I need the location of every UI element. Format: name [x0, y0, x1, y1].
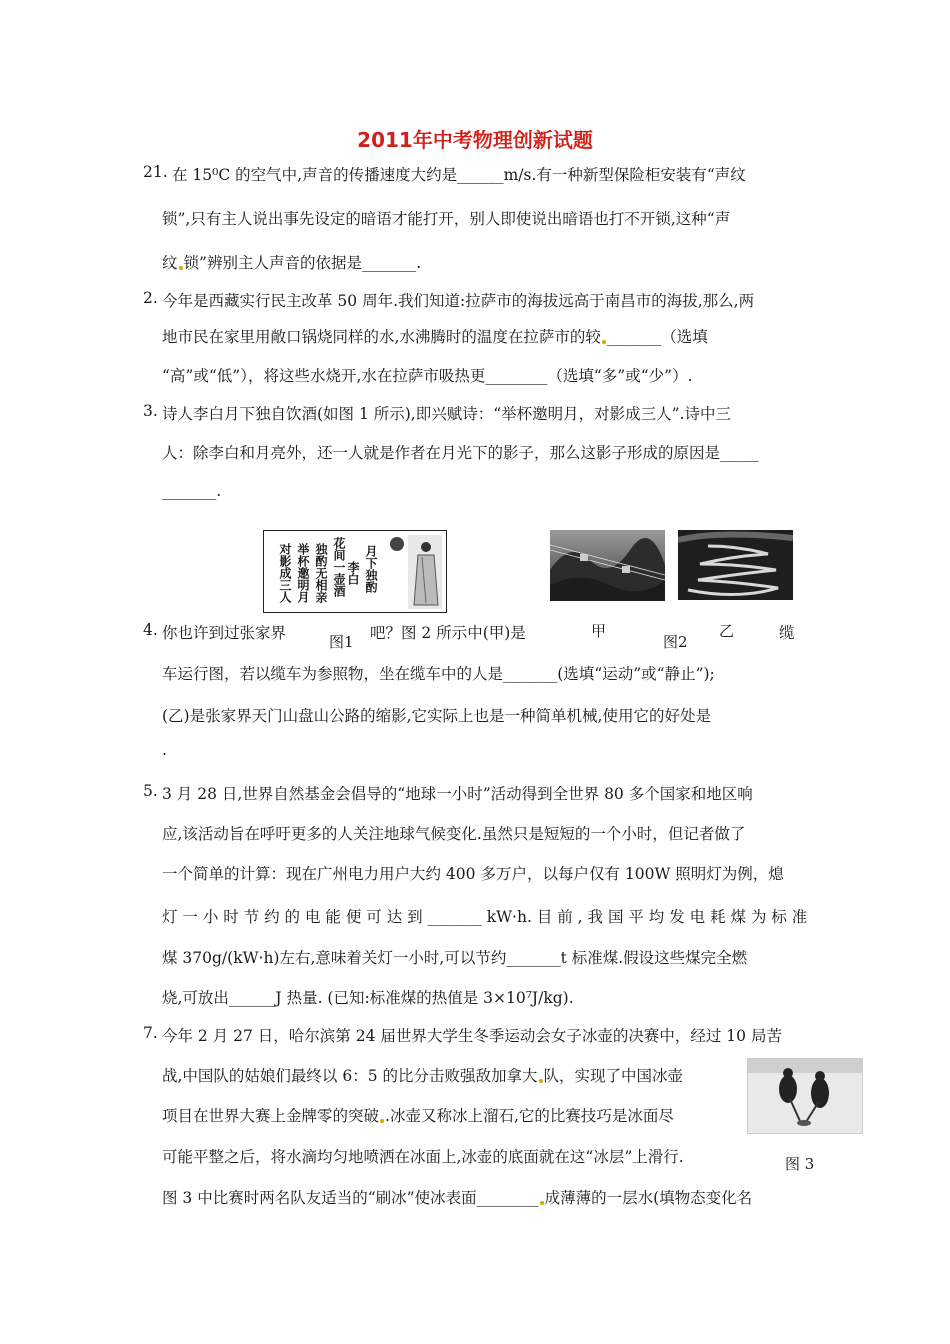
question-text-line: 烧,可放出______J 热量. (已知:标准煤的热值是 3×10⁷J/kg). [162, 989, 574, 1007]
question-text-line: 煤 370g/(kW·h)左右,意味着关灯一小时,可以节约_______t 标准煤.假设这些煤完全燃 [162, 949, 748, 967]
question-text-line: 吧？图 2 所示中(甲)是 [370, 624, 526, 642]
question-number: 4. [143, 621, 158, 639]
figure-1-caption: 图1 [329, 633, 354, 651]
poem-line: 举杯邀明月 [296, 543, 310, 603]
question-text-line: 缆 [779, 624, 795, 642]
figure-2-label-yi: 乙 [719, 622, 735, 640]
question-text-line: 战,中国队的姑娘们最终以 6：5 的比分击败强敌加拿大 队，实现了中国冰壶 [162, 1067, 684, 1085]
mark-dot [539, 1079, 543, 1083]
mark-dot [179, 266, 183, 270]
question-text-line: (乙)是张家界天门山盘山公路的缩影,它实际上也是一种简单机械,使用它的好处是 [162, 707, 711, 725]
figure-2-winding-road-image [678, 530, 793, 600]
poem-line: 对影成三人 [278, 543, 292, 603]
question-number: 3. [143, 402, 158, 420]
figure-3-caption: 图 3 [785, 1155, 815, 1173]
question-text-line: 3 月 28 日,世界自然基金会倡导的“地球一小时”活动得到全世界 80 多个国家和地区响 [162, 785, 753, 803]
mark-dot [540, 1201, 544, 1205]
question-text-line: 灯 一 小 时 节 约 的 电 能 便 可 达 到 _______ kW·h. 目 前 , 我 国 平 均 发 电 耗 煤 为 标 准 [162, 908, 808, 926]
mark-dot [602, 340, 606, 344]
question-text-line: 人：除李白和月亮外，还一人就是作者在月光下的影子，那么这影子形成的原因是_____ [162, 444, 759, 462]
poet-figure-icon [408, 535, 442, 609]
question-text-line: 一个简单的计算：现在广州电力用户大约 400 多万户，以每户仅有 100W 照明灯为例，熄 [162, 865, 784, 883]
question-text-line: 今年 2 月 27 日，哈尔滨第 24 届世界大学生冬季运动会女子冰壶的决赛中，经过 10 局苦 [162, 1027, 782, 1045]
question-text-line: 车运行图，若以缆车为参照物，坐在缆车中的人是_______(选填“运动”或“静止”); [162, 665, 715, 683]
question-text-line: _______. [162, 482, 222, 500]
question-text-line: 在 15⁰C 的空气中,声音的传播速度大约是______m/s.有一种新型保险柜安装有“声纹 [172, 166, 746, 184]
figure-1-poem-image [263, 530, 447, 613]
question-number: 21. [143, 163, 168, 181]
question-text-line: 锁”,只有主人说出事先设定的暗语才能打开，别人即使说出暗语也打不开锁,这种“声 [162, 210, 731, 228]
question-text-line: 可能平整之后，将水滴均匀地喷洒在冰面上,冰壶的底面就在这“冰层”上滑行. [162, 1148, 684, 1166]
question-number: 5. [143, 782, 158, 800]
question-text-line: 纹 锁”辨别主人声音的依据是_______. [162, 254, 422, 272]
poem-line: 独酌无相亲 [314, 543, 328, 603]
figure-3-curling-image [747, 1058, 863, 1134]
poem-line: 花间一壶酒 [332, 537, 346, 597]
question-text-line: 今年是西藏实行民主改革 50 周年.我们知道:拉萨市的海拔远高于南昌市的海拔,那么,两 [162, 292, 755, 310]
question-text-line: “高”或“低”），将这些水烧开,水在拉萨市吸热更________（选填“多”或“少”）. [162, 367, 693, 385]
question-text-line: . [162, 741, 167, 759]
question-text-line: 你也许到过张家界 [162, 624, 287, 642]
question-number: 7. [143, 1024, 158, 1042]
mark-dot [380, 1119, 384, 1123]
poem-title: 月下独酌 [364, 545, 378, 593]
figure-2-label-jia: 甲 [591, 622, 607, 640]
page-title: 2011年中考物理创新试题 [357, 128, 593, 152]
question-text-line: 地市民在家里用敞口锅烧同样的水,水沸腾时的温度在拉萨市的较 _______（选填 [162, 328, 708, 346]
figure-2-caption: 图2 [663, 633, 688, 651]
figure-2-cable-car-image [550, 530, 665, 601]
question-text-line: 项目在世界大赛上金牌零的突破 .冰壶又称冰上溜石,它的比赛技巧是冰面尽 [162, 1107, 674, 1125]
question-text-line: 图 3 中比赛时两名队友适当的“刷冰”使冰表面________ 成薄薄的一层水(填物态变化名 [162, 1189, 753, 1207]
moon-icon [390, 537, 404, 551]
question-text-line: 诗人李白月下独自饮酒(如图 1 所示),即兴赋诗：“举杯邀明月，对影成三人”.诗中三 [162, 405, 732, 423]
poem-author: 李白 [346, 561, 360, 585]
question-number: 2. [143, 289, 158, 307]
question-text-line: 应,该活动旨在呼吁更多的人关注地球气候变化.虽然只是短短的一个小时，但记者做了 [162, 825, 746, 843]
